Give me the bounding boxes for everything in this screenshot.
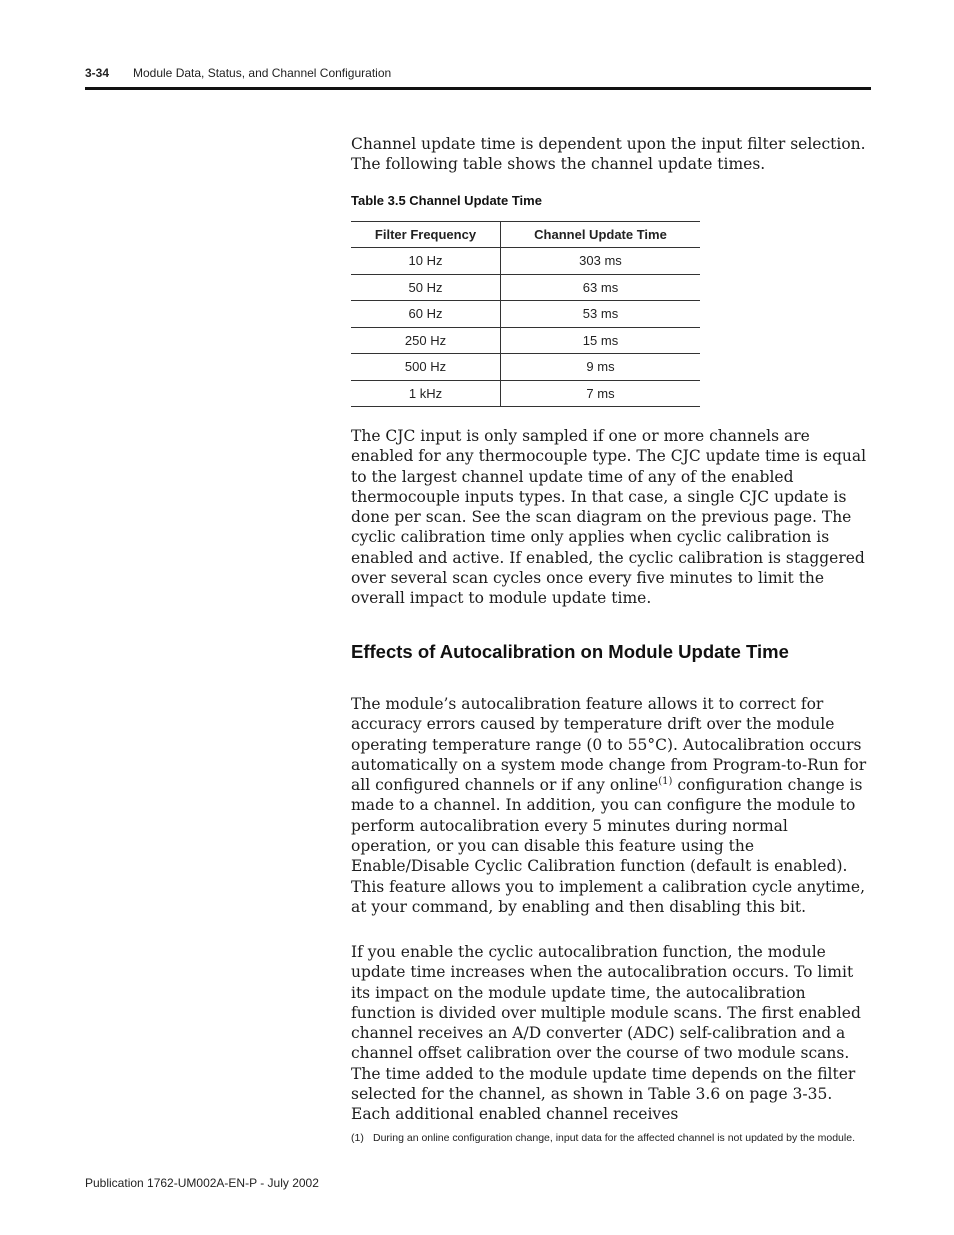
chapter-title: Module Data, Status, and Channel Configuration xyxy=(133,66,392,80)
table-row xyxy=(351,248,700,275)
column-header-filter-frequency: Filter Frequency xyxy=(351,222,501,248)
publication-footer: Publication 1762-UM002A-EN-P - July 2002 xyxy=(85,1176,319,1190)
table-cell: 15 ms xyxy=(501,327,701,354)
autocalibration-paragraph xyxy=(351,694,871,917)
intro-text: Channel update time is dependent upon the input filter selection. The following table shows the channel update times. xyxy=(351,135,866,174)
cjc-paragraph xyxy=(351,426,871,609)
table-row xyxy=(351,380,700,407)
table-cell: 9 ms xyxy=(501,354,701,381)
table-row xyxy=(351,327,700,354)
section-heading: Effects of Autocalibration on Module Update Time xyxy=(351,641,789,662)
table-cell: 303 ms xyxy=(501,248,701,275)
intro-paragraph xyxy=(351,134,871,175)
table-cell: 50 Hz xyxy=(351,274,501,301)
autocal-text-part2: configuration change is made to a channel. In addition, you can configure the module to perform autocalibration every 5 minutes during normal operation, or you can disable this feature using the Enable/Disable Cyclic Calibration function (default is enabled). This feature allows you to implement a calibration cycle anytime, at your command, by enabling and then disabling this bit. xyxy=(351,776,866,916)
footnote-reference: (1) xyxy=(658,776,673,788)
table-row xyxy=(351,354,700,381)
table-cell: 10 Hz xyxy=(351,248,501,275)
table-row xyxy=(351,301,700,328)
table-cell: 53 ms xyxy=(501,301,701,328)
cyclic-calibration-paragraph xyxy=(351,942,871,1125)
table-header-row xyxy=(351,222,700,248)
table-caption: Table 3.5 Channel Update Time xyxy=(351,193,542,208)
table-cell: 63 ms xyxy=(501,274,701,301)
table-cell: 250 Hz xyxy=(351,327,501,354)
footnote-mark: (1) xyxy=(351,1132,364,1144)
table-row xyxy=(351,274,700,301)
table-cell: 7 ms xyxy=(501,380,701,407)
running-header xyxy=(85,66,391,80)
autocal-text-part1: The module’s autocalibration feature allows it to correct for accuracy errors caused by temperature drift over the module operating temperature range (0 to 55°C). Autocalibration occurs automatically on a system mode change from Program-to-Run for all configured channels or if any online xyxy=(351,695,867,795)
footnote xyxy=(351,1132,855,1144)
header-rule xyxy=(85,87,871,90)
table-cell: 60 Hz xyxy=(351,301,501,328)
table-cell: 1 kHz xyxy=(351,380,501,407)
cyclic-text: If you enable the cyclic autocalibration function, the module update time increases when the autocalibration occurs. To limit its impact on the module update time, the autocalibration function is divided over multiple module scans. The first enabled channel receives an A/D converter (ADC) self-calibration and a channel offset calibration over the course of two module scans. The time added to the module update time depends on the filter selected for the channel, as shown in Table 3.6 on page 3-35. Each additional enabled channel receives xyxy=(351,943,861,1124)
autocalibration-text xyxy=(351,694,871,917)
table-cell: 500 Hz xyxy=(351,354,501,381)
footnote-text: During an online configuration change, input data for the affected channel is not updated by the module. xyxy=(373,1132,855,1144)
cjc-text: The CJC input is only sampled if one or more channels are enabled for any thermocouple type. The CJC update time is equal to the largest channel update time of any of the enabled thermocouple inputs types. In that case, a single CJC update is done per scan. See the scan diagram on the previous page. The cyclic calibration time only applies when cyclic calibration is enabled and active. If enabled, the cyclic calibration is staggered over several scan cycles once every five minutes to limit the overall impact to module update time. xyxy=(351,427,867,608)
channel-update-table xyxy=(351,221,700,407)
column-header-channel-update-time: Channel Update Time xyxy=(501,222,701,248)
page-number: 3-34 xyxy=(85,66,110,80)
